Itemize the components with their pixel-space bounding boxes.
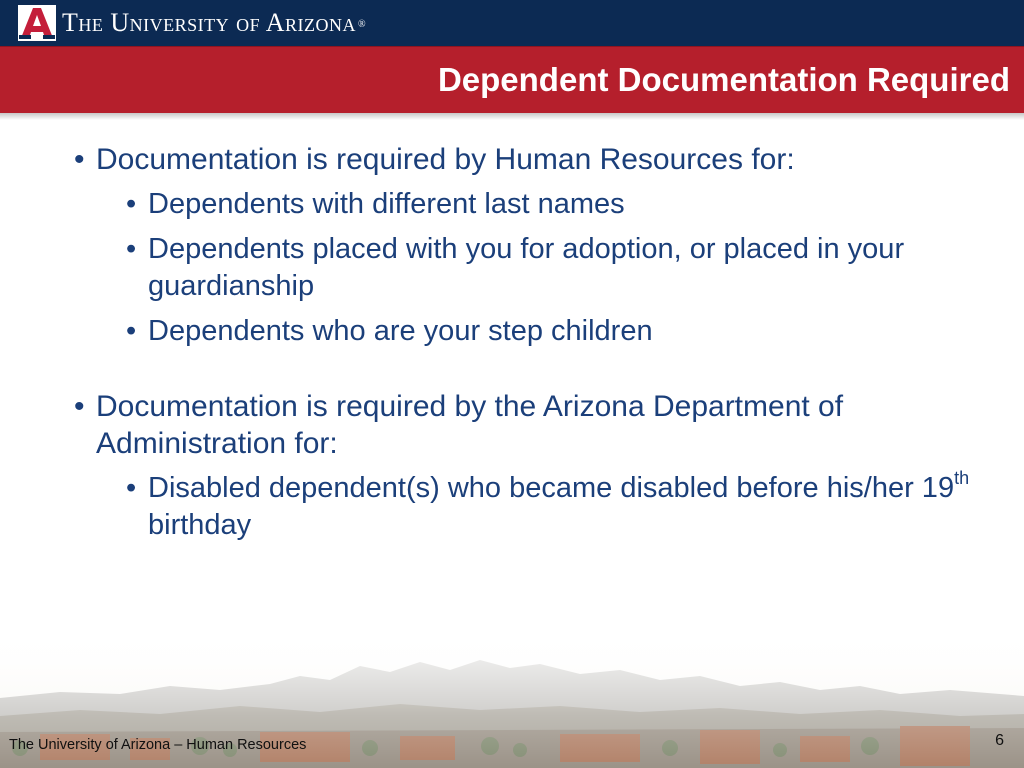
slide-body [74, 141, 974, 544]
ordinal-superscript: th [954, 468, 970, 489]
university-a-logo-icon [18, 5, 56, 41]
title-bar [0, 46, 1024, 113]
bullet-marker: • [126, 472, 137, 504]
bullet-marker: • [126, 233, 137, 265]
sub-bullet-disabled-dependent [126, 470, 974, 544]
sub-bullet-last-names [126, 186, 974, 223]
registered-mark: ® [358, 19, 367, 31]
bullet-adoa-documentation [74, 388, 974, 462]
sub-bullet-text: Disabled dependent(s) who became disabled before his/her 19 [148, 472, 955, 504]
sub-bullet-text: Dependents placed with you for adoption, or placed in your guardianship [148, 233, 905, 302]
sub-bullet-text-end: birthday [148, 509, 252, 541]
slide-title: Dependent Documentation Required [437, 61, 1010, 98]
sub-bullet-text: Dependents with different last names [148, 188, 625, 220]
bullet-marker: • [126, 315, 137, 347]
sub-bullet-text: Dependents who are your step children [148, 315, 653, 347]
university-wordmark [62, 6, 366, 42]
bullet-marker: • [126, 188, 137, 220]
sub-bullet-adoption-guardianship [126, 231, 974, 305]
bullet-text: Documentation is required by the Arizona Department of Administration for: [96, 390, 844, 460]
bullet-text: Documentation is required by Human Resources for: [96, 143, 795, 176]
bullet-hr-documentation [74, 141, 974, 178]
bullet-marker: • [74, 143, 85, 176]
sub-bullet-step-children [126, 313, 974, 350]
university-header-bar [0, 0, 1024, 46]
university-name: The University of Arizona [62, 8, 356, 37]
footer-text: The University of Arizona – Human Resources [9, 737, 307, 753]
bullet-marker: • [74, 390, 85, 423]
page-number: 6 [995, 732, 1004, 749]
